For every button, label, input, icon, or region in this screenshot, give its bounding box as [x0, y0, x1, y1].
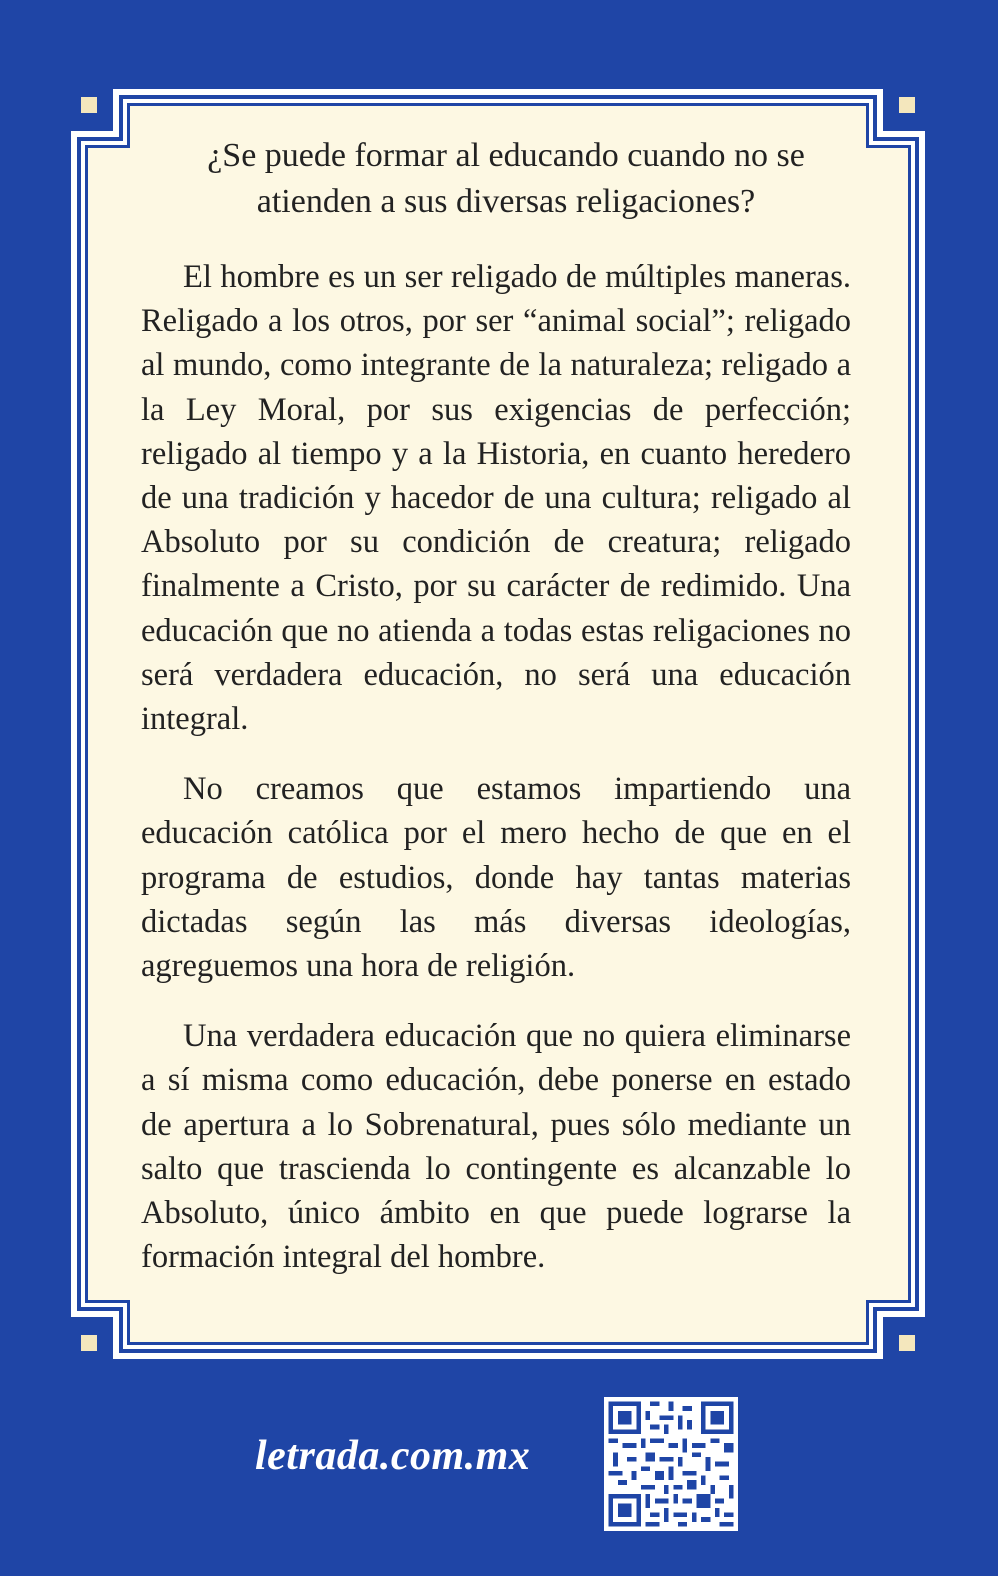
website-link[interactable]: letrada.com.mx — [255, 1433, 531, 1479]
corner-ornament-top-right — [899, 97, 915, 113]
paragraph-2: No creamos que estamos impartiendo una educación católica por el mero hecho de que en el programa de estudios, donde hay tantas materias dictadas según las más diversas ideologías, agreguemos una hora de religión. — [141, 771, 851, 985]
text-card — [67, 85, 929, 1363]
paragraph-1: El hombre es un ser religado de múltiples maneras. Religado a los otros, por ser “animal social”; religado al mundo, como integrante de la naturaleza; religado a la Ley Moral, por sus exigencias de perfección; religado al tiempo y a la Historia, en cuanto heredero de una tradición y hacedor de una cultura; religado al Absoluto por su condición de creatura; religado finalmente a Cristo, por su carácter de redimido. Una educación que no atienda a todas estas religaciones no será verdadera educación, no será una educación integral. — [141, 259, 851, 738]
text-area — [141, 133, 851, 1305]
qr-code-icon[interactable] — [604, 1397, 738, 1531]
corner-ornament-bottom-right — [899, 1335, 915, 1351]
corner-ornament-bottom-left — [81, 1335, 97, 1351]
paragraph-3: Una verdadera educación que no quiera eliminarse a sí misma como educación, debe ponerse en estado de apertura a lo Sobrenatural, pues sólo mediante un salto que trascienda lo contingente es alcanzable lo Absoluto, único ámbito en que puede lograrse la formación integral del hombre. — [141, 1018, 851, 1276]
question-heading: ¿Se puede formar al educando cuando no se atienden a sus diversas religaciones? — [207, 137, 805, 220]
corner-ornament-top-left — [81, 97, 97, 113]
